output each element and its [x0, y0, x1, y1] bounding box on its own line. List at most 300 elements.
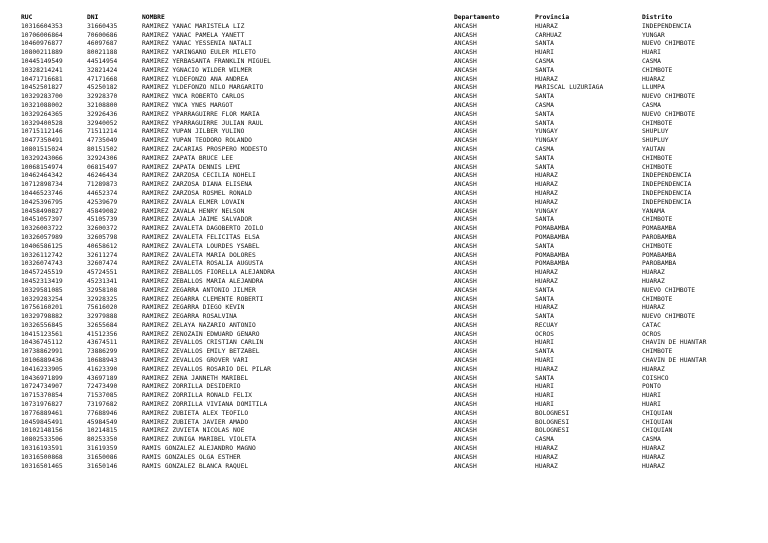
cell-departamento: ANCASH: [454, 339, 477, 347]
cell-departamento: ANCASH: [454, 277, 477, 285]
cell-provincia: CARHUAZ: [535, 31, 562, 39]
cell-departamento: ANCASH: [454, 365, 477, 373]
cell-dni: 70600686: [87, 31, 118, 39]
cell-ruc: 10416233905: [21, 365, 63, 373]
cell-departamento: ANCASH: [454, 304, 477, 312]
cell-nombre: RAMIREZ ZORRILLA DESIDERIO: [142, 383, 241, 391]
cell-distrito: HUARI: [642, 49, 661, 57]
cell-ruc: 10446523746: [21, 189, 63, 197]
cell-dni: 46246434: [87, 172, 118, 180]
cell-distrito: INDEPENDENCIA: [642, 189, 692, 197]
cell-provincia: HUARAZ: [535, 189, 558, 197]
cell-dni: 80253350: [87, 436, 118, 444]
cell-provincia: HUARI: [535, 339, 554, 347]
cell-departamento: ANCASH: [454, 119, 477, 127]
cell-departamento: ANCASH: [454, 321, 477, 329]
cell-departamento: ANCASH: [454, 145, 477, 153]
cell-provincia: SANTA: [535, 110, 554, 118]
cell-nombre: RAMIREZ ZAVALETA FELICITAS ELSA: [142, 233, 260, 241]
cell-ruc: 10800211889: [21, 49, 63, 57]
cell-dni: 72473490: [87, 383, 118, 391]
cell-departamento: ANCASH: [454, 225, 477, 233]
cell-nombre: RAMIREZ ZAVALETA MARIA DOLORES: [142, 251, 256, 259]
cell-dni: 47735049: [87, 137, 118, 145]
cell-nombre: RAMIREZ ZAVALETA LOURDES YSABEL: [142, 242, 260, 250]
table-row: [21, 190, 731, 199]
cell-ruc: 10406586125: [21, 242, 63, 250]
cell-provincia: SANTA: [535, 119, 554, 127]
cell-ruc: 10458490827: [21, 207, 63, 215]
table-row: [21, 243, 731, 252]
cell-dni: 32979888: [87, 313, 118, 321]
cell-ruc: 10457245519: [21, 269, 63, 277]
cell-provincia: HUARI: [535, 357, 554, 365]
cell-ruc: 10451057397: [21, 216, 63, 224]
cell-ruc: 10102148156: [21, 427, 63, 435]
cell-nombre: RAMIREZ YANAC MARISTELA LIZ: [142, 22, 245, 30]
cell-provincia: HUARI: [535, 392, 554, 400]
cell-provincia: CASMA: [535, 101, 554, 109]
cell-provincia: BOLOGNESI: [535, 418, 570, 426]
cell-distrito: CHIMBOTE: [642, 295, 673, 303]
taxpayer-table: [21, 14, 731, 471]
cell-dni: 71289873: [87, 181, 118, 189]
cell-dni: 45105739: [87, 216, 118, 224]
cell-departamento: ANCASH: [454, 101, 477, 109]
cell-provincia: HUARAZ: [535, 172, 558, 180]
cell-ruc: 10329400528: [21, 119, 63, 127]
cell-departamento: ANCASH: [454, 330, 477, 338]
cell-ruc: 10316501465: [21, 462, 63, 470]
cell-ruc: 10326556845: [21, 321, 63, 329]
cell-departamento: ANCASH: [454, 84, 477, 92]
cell-nombre: RAMIREZ YUPAN JILBER YULIÑO: [142, 128, 245, 136]
cell-provincia: HUARAZ: [535, 462, 558, 470]
cell-ruc: 10459845491: [21, 418, 63, 426]
cell-departamento: ANCASH: [454, 40, 477, 48]
table-row: [21, 208, 731, 217]
cell-provincia: SANTA: [535, 286, 554, 294]
cell-dni: 47171668: [87, 75, 118, 83]
cell-departamento: ANCASH: [454, 427, 477, 435]
cell-dni: 32611274: [87, 251, 118, 259]
table-row: [21, 313, 731, 322]
cell-provincia: SANTA: [535, 93, 554, 101]
cell-provincia: HUARI: [535, 401, 554, 409]
table-row: [21, 120, 731, 129]
cell-ruc: 10321088002: [21, 101, 63, 109]
table-row: [21, 322, 731, 331]
cell-nombre: RAMIREZ ZENOZAIN EDWUARD GENARO: [142, 330, 260, 338]
cell-dni: 31619359: [87, 445, 118, 453]
cell-provincia: HUARAZ: [535, 198, 558, 206]
cell-dni: 45250182: [87, 84, 118, 92]
cell-nombre: RAMIREZ ZAPATA BRUCE LEE: [142, 154, 233, 162]
cell-distrito: YAUTAN: [642, 145, 665, 153]
cell-ruc: 10329283254: [21, 295, 63, 303]
cell-departamento: ANCASH: [454, 198, 477, 206]
table-row: [21, 410, 731, 419]
cell-provincia: SANTA: [535, 216, 554, 224]
cell-ruc: 10326074743: [21, 260, 63, 268]
cell-departamento: ANCASH: [454, 93, 477, 101]
table-row: [21, 137, 731, 146]
cell-distrito: HUARAZ: [642, 304, 665, 312]
cell-dni: 80151502: [87, 145, 118, 153]
cell-nombre: RAMIREZ ZAVALETA DAGOBERTO ZOILO: [142, 225, 264, 233]
cell-provincia: HUARI: [535, 383, 554, 391]
cell-departamento: ANCASH: [454, 163, 477, 171]
cell-ruc: 10316604353: [21, 22, 63, 30]
cell-dni: 32108800: [87, 101, 118, 109]
cell-nombre: RAMIREZ ZORRILLA VIVIANA DOMITILA: [142, 401, 268, 409]
cell-nombre: RAMIREZ YANAC YESSENIA NATALI: [142, 40, 252, 48]
cell-ruc: 10326057989: [21, 233, 63, 241]
cell-nombre: RAMIREZ ZEVALLOS EMILY BETZABEL: [142, 348, 260, 356]
cell-dni: 45231341: [87, 277, 118, 285]
cell-ruc: 10329264365: [21, 110, 63, 118]
cell-departamento: ANCASH: [454, 357, 477, 365]
cell-ruc: 10452501827: [21, 84, 63, 92]
table-row: [21, 296, 731, 305]
cell-departamento: ANCASH: [454, 348, 477, 356]
cell-dni: 73197682: [87, 401, 118, 409]
cell-dni: 31650146: [87, 462, 118, 470]
cell-provincia: POMABAMBA: [535, 225, 570, 233]
cell-nombre: RAMIREZ ZAVALA HENRY NELSON: [142, 207, 245, 215]
cell-distrito: HUARAZ: [642, 365, 665, 373]
table-row: [21, 419, 731, 428]
cell-nombre: RAMIREZ ZEÑA JANNETH MARIBEL: [142, 374, 249, 382]
cell-ruc: 10326003722: [21, 225, 63, 233]
cell-dni: 73886299: [87, 348, 118, 356]
cell-dni: 44514954: [87, 57, 118, 65]
header-distrito: Distrito: [642, 14, 673, 21]
cell-provincia: HUARAZ: [535, 75, 558, 83]
cell-provincia: POMABAMBA: [535, 251, 570, 259]
table-body: [21, 23, 731, 472]
cell-dni: 31650086: [87, 453, 118, 461]
cell-provincia: YUNGAY: [535, 128, 558, 136]
cell-distrito: NUEVO CHIMBOTE: [642, 313, 696, 321]
cell-dni: 10688943: [87, 357, 118, 365]
cell-distrito: INDEPENDENCIA: [642, 198, 692, 206]
cell-distrito: HUARAZ: [642, 277, 665, 285]
cell-provincia: HUARAZ: [535, 277, 558, 285]
cell-departamento: ANCASH: [454, 383, 477, 391]
cell-distrito: CASMA: [642, 436, 661, 444]
cell-nombre: RAMIREZ ZUÑIGA MARIBEL VIOLETA: [142, 436, 256, 444]
table-row: [21, 366, 731, 375]
cell-nombre: RAMIREZ ZEGARRA ROSALVINA: [142, 313, 237, 321]
cell-provincia: SANTA: [535, 154, 554, 162]
cell-provincia: MARISCAL LUZURIAGA: [535, 84, 604, 92]
cell-ruc: 10731976827: [21, 401, 63, 409]
cell-provincia: RECUAY: [535, 321, 558, 329]
cell-ruc: 10436971899: [21, 374, 63, 382]
cell-provincia: HUARAZ: [535, 445, 558, 453]
cell-distrito: CASMA: [642, 57, 661, 65]
cell-dni: 44652374: [87, 189, 118, 197]
cell-provincia: SANTA: [535, 163, 554, 171]
table-row: [21, 128, 731, 137]
cell-ruc: 10715112146: [21, 128, 63, 136]
table-row: [21, 84, 731, 93]
cell-departamento: ANCASH: [454, 374, 477, 382]
cell-ruc: 10715370854: [21, 392, 63, 400]
cell-provincia: HUARAZ: [535, 304, 558, 312]
cell-nombre: RAMIREZ ZEBALLOS FIORELLA ALEJANDRA: [142, 269, 275, 277]
cell-departamento: ANCASH: [454, 75, 477, 83]
cell-departamento: ANCASH: [454, 392, 477, 400]
table-row: [21, 427, 731, 436]
table-row: [21, 278, 731, 287]
table-row: [21, 331, 731, 340]
cell-ruc: 10106889436: [21, 357, 63, 365]
table-row: [21, 339, 731, 348]
table-row: [21, 234, 731, 243]
cell-nombre: RAMIREZ YUPAN TEODORO ROLANDO: [142, 137, 252, 145]
cell-departamento: ANCASH: [454, 189, 477, 197]
cell-dni: 32958108: [87, 286, 118, 294]
cell-dni: 10214815: [87, 427, 118, 435]
cell-departamento: ANCASH: [454, 436, 477, 444]
cell-distrito: PAROBAMBA: [642, 260, 677, 268]
cell-distrito: CHIMBOTE: [642, 119, 673, 127]
table-row: [21, 252, 731, 261]
cell-distrito: HUARI: [642, 401, 661, 409]
cell-dni: 32600372: [87, 225, 118, 233]
cell-provincia: SANTA: [535, 40, 554, 48]
cell-ruc: 10415123561: [21, 330, 63, 338]
cell-nombre: RAMIS GONZALES OLGA ESTHER: [142, 453, 241, 461]
cell-departamento: ANCASH: [454, 453, 477, 461]
cell-provincia: SANTA: [535, 374, 554, 382]
cell-ruc: 10462464342: [21, 172, 63, 180]
cell-dni: 32926436: [87, 110, 118, 118]
cell-distrito: HUARAZ: [642, 453, 665, 461]
cell-nombre: RAMIREZ ZEVALLOS ROSARIO DEL PILAR: [142, 365, 271, 373]
cell-provincia: POMABAMBA: [535, 233, 570, 241]
cell-distrito: POMABAMBA: [642, 225, 677, 233]
cell-dni: 32924306: [87, 154, 118, 162]
cell-provincia: CASMA: [535, 436, 554, 444]
cell-dni: 32607474: [87, 260, 118, 268]
cell-dni: 32940052: [87, 119, 118, 127]
cell-distrito: SHUPLUY: [642, 137, 669, 145]
table-row: [21, 181, 731, 190]
cell-nombre: RAMIREZ YLDEFONZO ANA ANDREA: [142, 75, 249, 83]
cell-distrito: CHIMBOTE: [642, 242, 673, 250]
cell-nombre: RAMIS GONZALEZ BLANCA RAQUEL: [142, 462, 249, 470]
table-row: [21, 216, 731, 225]
cell-ruc: 10445149549: [21, 57, 63, 65]
cell-nombre: RAMIREZ ZUVIETA NICOLAS NOE: [142, 427, 245, 435]
cell-ruc: 10316193591: [21, 445, 63, 453]
cell-ruc: 10776889461: [21, 409, 63, 417]
header-ruc: RUC: [21, 14, 33, 21]
header-provincia: Provincia: [535, 14, 570, 21]
cell-ruc: 10316500868: [21, 453, 63, 461]
cell-provincia: OCROS: [535, 330, 554, 338]
cell-departamento: ANCASH: [454, 22, 477, 30]
cell-distrito: PAROBAMBA: [642, 233, 677, 241]
cell-distrito: CHIMBOTE: [642, 163, 673, 171]
cell-dni: 71537085: [87, 392, 118, 400]
cell-departamento: ANCASH: [454, 251, 477, 259]
table-row: [21, 357, 731, 366]
table-row: [21, 287, 731, 296]
cell-dni: 43674511: [87, 339, 118, 347]
cell-provincia: SANTA: [535, 295, 554, 303]
cell-dni: 77688946: [87, 409, 118, 417]
cell-nombre: RAMIREZ ZARZOSA ROSMEL RONALD: [142, 189, 252, 197]
cell-dni: 80021188: [87, 49, 118, 57]
cell-nombre: RAMIREZ ZAPATA DENNIS LEMI: [142, 163, 241, 171]
cell-departamento: ANCASH: [454, 66, 477, 74]
cell-dni: 71511214: [87, 128, 118, 136]
cell-provincia: SANTA: [535, 313, 554, 321]
cell-departamento: ANCASH: [454, 172, 477, 180]
cell-distrito: CHIQUIAN: [642, 409, 673, 417]
cell-ruc: 10460976877: [21, 40, 63, 48]
cell-provincia: SANTA: [535, 348, 554, 356]
cell-provincia: YUNGAY: [535, 137, 558, 145]
cell-ruc: 10425396795: [21, 198, 63, 206]
cell-distrito: INDEPENDENCIA: [642, 172, 692, 180]
cell-distrito: NUEVO CHIMBOTE: [642, 93, 696, 101]
cell-dni: 06815497: [87, 163, 118, 171]
header-departamento: Departamento: [454, 14, 500, 21]
table-row: [21, 348, 731, 357]
cell-departamento: ANCASH: [454, 233, 477, 241]
cell-dni: 32821424: [87, 66, 118, 74]
table-row: [21, 164, 731, 173]
cell-dni: 42539679: [87, 198, 118, 206]
cell-nombre: RAMIREZ ZARZOSA DIANA ELISENA: [142, 181, 252, 189]
cell-nombre: RAMIREZ ZAVALA JAIME SALVADOR: [142, 216, 252, 224]
cell-dni: 41512356: [87, 330, 118, 338]
table-row: [21, 40, 731, 49]
cell-provincia: BOLOGNESI: [535, 409, 570, 417]
cell-ruc: 10326112742: [21, 251, 63, 259]
cell-provincia: BOLOGNESI: [535, 427, 570, 435]
table-row: [21, 225, 731, 234]
header-nombre: NOMBRE: [142, 14, 165, 21]
cell-nombre: RAMIREZ ZEGARRA CLEMENTE ROBERTI: [142, 295, 264, 303]
table-row: [21, 401, 731, 410]
cell-distrito: NUEVO CHIMBOTE: [642, 40, 696, 48]
cell-provincia: HUARAZ: [535, 22, 558, 30]
cell-ruc: 10477350491: [21, 137, 63, 145]
cell-distrito: INDEPENDENCIA: [642, 181, 692, 189]
cell-distrito: CHAVIN DE HUANTAR: [642, 339, 707, 347]
cell-nombre: RAMIREZ ZUBIETA JAVIER AMADO: [142, 418, 249, 426]
cell-departamento: ANCASH: [454, 128, 477, 136]
cell-distrito: HUARAZ: [642, 269, 665, 277]
cell-ruc: 10329581085: [21, 286, 63, 294]
cell-distrito: HUARAZ: [642, 462, 665, 470]
cell-nombre: RAMIREZ ZUBIETA ALEX TEOFILO: [142, 409, 249, 417]
table-row: [21, 436, 731, 445]
cell-distrito: CATAC: [642, 321, 661, 329]
cell-nombre: RAMIREZ ZEVALLOS GROVER VARI: [142, 357, 249, 365]
cell-distrito: PONTO: [642, 383, 661, 391]
cell-departamento: ANCASH: [454, 313, 477, 321]
cell-departamento: ANCASH: [454, 154, 477, 162]
cell-dni: 32928370: [87, 93, 118, 101]
cell-departamento: ANCASH: [454, 269, 477, 277]
table-row: [21, 155, 731, 164]
cell-dni: 32928325: [87, 295, 118, 303]
cell-provincia: HUARI: [535, 49, 554, 57]
table-row: [21, 49, 731, 58]
cell-nombre: RAMIREZ ZORRILLA RONALD FELIX: [142, 392, 252, 400]
cell-departamento: ANCASH: [454, 137, 477, 145]
cell-nombre: RAMIREZ YLDEFONZO NILO MARGARITO: [142, 84, 264, 92]
cell-distrito: YUNGAR: [642, 31, 665, 39]
cell-dni: 40658612: [87, 242, 118, 250]
cell-nombre: RAMIREZ ZEVALLOS CRISTIAN CARLIN: [142, 339, 264, 347]
cell-distrito: INDEPENDENCIA: [642, 22, 692, 30]
cell-nombre: RAMIREZ ZAVALA ELMER LOVAIN: [142, 198, 245, 206]
cell-distrito: CHAVIN DE HUANTAR: [642, 357, 707, 365]
cell-departamento: ANCASH: [454, 401, 477, 409]
cell-ruc: 10706006864: [21, 31, 63, 39]
cell-distrito: HUARAZ: [642, 445, 665, 453]
cell-distrito: CASMA: [642, 101, 661, 109]
cell-nombre: RAMIREZ ZARZOSA CECILIA NOHELI: [142, 172, 256, 180]
table-row: [21, 463, 731, 472]
cell-dni: 75616020: [87, 304, 118, 312]
cell-departamento: ANCASH: [454, 445, 477, 453]
table-row: [21, 454, 731, 463]
cell-departamento: ANCASH: [454, 216, 477, 224]
cell-distrito: OCROS: [642, 330, 661, 338]
cell-nombre: RAMIREZ ZEGARRA ANTONIO JILMER: [142, 286, 256, 294]
cell-provincia: CASMA: [535, 57, 554, 65]
cell-departamento: ANCASH: [454, 418, 477, 426]
cell-nombre: RAMIREZ ZACARIAS PROSPERO MODESTO: [142, 145, 268, 153]
cell-distrito: CHIMBOTE: [642, 348, 673, 356]
cell-nombre: RAMIREZ YPARRAGUIRRE FLOR MARIA: [142, 110, 260, 118]
cell-distrito: POMABAMBA: [642, 251, 677, 259]
cell-ruc: 10328214241: [21, 66, 63, 74]
cell-distrito: NUEVO CHIMBOTE: [642, 110, 696, 118]
cell-provincia: YUNGAY: [535, 207, 558, 215]
table-row: [21, 93, 731, 102]
cell-nombre: RAMIS GONZALEZ ALEJANDRO MAGNO: [142, 445, 256, 453]
cell-distrito: HUARAZ: [642, 75, 665, 83]
cell-ruc: 10329243066: [21, 154, 63, 162]
cell-dni: 46097687: [87, 40, 118, 48]
cell-distrito: SHUPLUY: [642, 128, 669, 136]
cell-nombre: RAMIREZ YNCA YNES MARGOT: [142, 101, 233, 109]
cell-distrito: YANAMA: [642, 207, 665, 215]
cell-nombre: RAMIREZ ZELAYA NAZARIO ANTONIO: [142, 321, 256, 329]
cell-distrito: CHIMBOTE: [642, 154, 673, 162]
cell-ruc: 10801515024: [21, 145, 63, 153]
cell-dni: 45849082: [87, 207, 118, 215]
table-row: [21, 304, 731, 313]
cell-provincia: SANTA: [535, 66, 554, 74]
cell-ruc: 10724734907: [21, 383, 63, 391]
cell-departamento: ANCASH: [454, 242, 477, 250]
cell-ruc: 10712898734: [21, 181, 63, 189]
cell-ruc: 10436745112: [21, 339, 63, 347]
cell-distrito: LLUMPA: [642, 84, 665, 92]
cell-dni: 45724551: [87, 269, 118, 277]
